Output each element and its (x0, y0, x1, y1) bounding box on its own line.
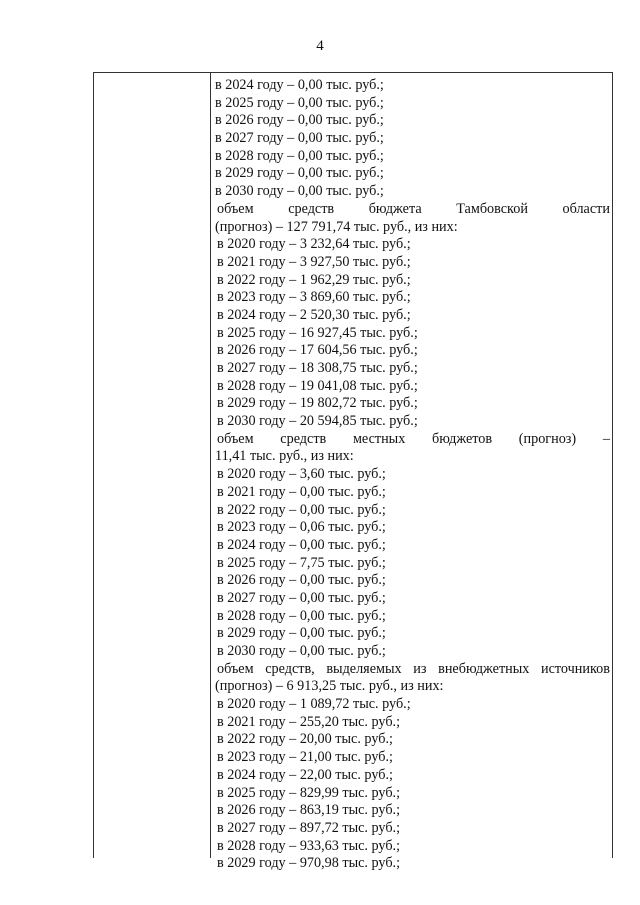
year-line: в 2020 году – 3 232,64 тыс. руб.; (217, 236, 411, 253)
year-line: в 2022 году – 20,00 тыс. руб.; (217, 731, 393, 748)
year-line: в 2024 году – 0,00 тыс. руб.; (217, 536, 386, 553)
year-line: в 2025 году – 0,00 тыс. руб.; (215, 94, 384, 111)
year-line: в 2021 году – 3 927,50 тыс. руб.; (217, 253, 411, 270)
year-line: в 2025 году – 829,99 тыс. руб.; (217, 784, 401, 801)
year-line: в 2024 году – 2 520,30 тыс. руб.; (217, 306, 411, 323)
year-line: в 2025 году – 16 927,45 тыс. руб.; (217, 324, 418, 341)
year-line: в 2020 году – 1 089,72 тыс. руб.; (217, 696, 411, 713)
regional-heading: объем средств бюджета Тамбовской области (217, 200, 610, 217)
year-line: в 2023 году – 21,00 тыс. руб.; (217, 749, 393, 766)
year-line: в 2030 году – 0,00 тыс. руб.; (215, 183, 384, 200)
regional-budget-section (215, 201, 610, 431)
year-line: в 2024 году – 22,00 тыс. руб.; (217, 766, 393, 783)
year-line: в 2021 году – 255,20 тыс. руб.; (217, 713, 401, 730)
year-line: в 2027 году – 0,00 тыс. руб.; (215, 130, 384, 147)
table-right-column (215, 77, 610, 873)
year-line: в 2026 году – 17 604,56 тыс. руб.; (217, 342, 418, 359)
extrabudget-section (215, 661, 610, 873)
year-line: в 2023 году – 0,06 тыс. руб.; (217, 519, 386, 536)
year-line: в 2027 году – 0,00 тыс. руб.; (217, 589, 386, 606)
year-line: в 2024 году – 0,00 тыс. руб.; (215, 77, 384, 93)
extrabudget-heading: объем средств, выделяемых из внебюджетных источников (217, 660, 610, 677)
year-line: в 2026 году – 0,00 тыс. руб.; (215, 112, 384, 129)
extrabudget-heading-continued: (прогноз) – 6 913,25 тыс. руб., из них: (215, 678, 444, 695)
year-line: в 2027 году – 897,72 тыс. руб.; (217, 819, 401, 836)
year-line: в 2022 году – 0,00 тыс. руб.; (217, 501, 386, 518)
year-line: в 2028 году – 0,00 тыс. руб.; (215, 147, 384, 164)
year-line: в 2027 году – 18 308,75 тыс. руб.; (217, 360, 418, 376)
year-line: в 2029 году – 970,98 тыс. руб.; (217, 855, 401, 872)
year-line: в 2026 году – 863,19 тыс. руб.; (217, 802, 401, 819)
year-line: в 2023 году – 3 869,60 тыс. руб.; (217, 289, 411, 306)
top-year-lines (215, 77, 610, 201)
year-line: в 2026 году – 0,00 тыс. руб.; (217, 572, 386, 589)
year-line: в 2030 году – 0,00 тыс. руб.; (217, 643, 386, 659)
table-left-column (94, 73, 211, 858)
year-line: в 2022 году – 1 962,29 тыс. руб.; (217, 271, 411, 288)
year-line: в 2029 году – 19 802,72 тыс. руб.; (217, 395, 418, 412)
year-line: в 2029 году – 0,00 тыс. руб.; (215, 165, 384, 182)
page-number: 4 (316, 38, 324, 54)
year-line: в 2028 году – 933,63 тыс. руб.; (217, 837, 401, 854)
year-line: в 2029 году – 0,00 тыс. руб.; (217, 625, 386, 642)
year-line: в 2028 году – 0,00 тыс. руб.; (217, 607, 386, 624)
local-heading: объем средств местных бюджетов (прогноз) – (217, 430, 610, 447)
local-budget-section (215, 431, 610, 661)
regional-heading-continued: (прогноз) – 127 791,74 тыс. руб., из них: (215, 218, 458, 235)
year-line: в 2030 году – 20 594,85 тыс. руб.; (217, 413, 418, 430)
year-line: в 2025 году – 7,75 тыс. руб.; (217, 554, 386, 571)
year-line: в 2021 году – 0,00 тыс. руб.; (217, 483, 386, 500)
local-heading-continued: 11,41 тыс. руб., из них: (215, 448, 354, 465)
funding-table (93, 72, 613, 872)
year-line: в 2020 году – 3,60 тыс. руб.; (217, 466, 386, 483)
year-line: в 2028 году – 19 041,08 тыс. руб.; (217, 377, 418, 394)
